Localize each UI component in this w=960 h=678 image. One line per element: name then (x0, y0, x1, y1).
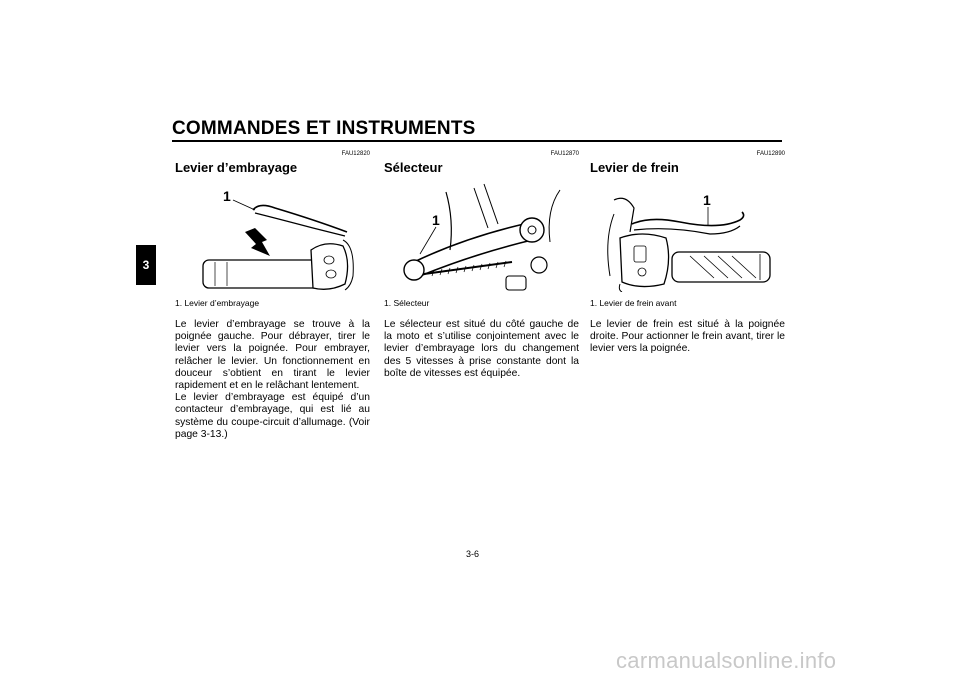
paragraph: Le levier d’embrayage se trouve à la poignée gauche. Pour débrayer, tirer le levier vers la poignée. Pour embrayer, relâcher le levier. Un fonctionnement en douceur s’obtient en tirant le levier rapidement et en le relâchant lentement. (175, 319, 370, 392)
section-title: Levier de frein (590, 160, 679, 175)
section-body (175, 319, 370, 441)
section-body (384, 319, 579, 380)
page-title: COMMANDES ET INSTRUMENTS (172, 118, 476, 139)
section-title: Sélecteur (384, 160, 443, 175)
title-rule (172, 140, 782, 142)
paragraph: Le levier de frein est situé à la poignée droite. Pour actionner le frein avant, tirer le levier vers la poignée. (590, 319, 785, 355)
section-code: FAU12870 (550, 151, 579, 157)
section-code: FAU12820 (341, 151, 370, 157)
shift-pedal-illustration (384, 180, 579, 292)
brake-lever-illustration (590, 180, 785, 292)
paragraph: Le levier d’embrayage est équipé d’un contacteur d’embrayage, qui est lié au système du coupe-circuit d’allumage. (Voir page 3-13.) (175, 392, 370, 440)
clutch-lever-illustration (175, 180, 370, 292)
figure-caption: 1. Sélecteur (384, 298, 430, 308)
section-clutch-lever (175, 150, 370, 441)
section-shift-pedal (384, 150, 579, 380)
section-body (590, 319, 785, 356)
watermark: carmanualsonline.info (616, 648, 837, 673)
page-number: 3-6 (466, 549, 480, 559)
paragraph: Le sélecteur est situé du côté gauche de la moto et s’utilise conjointement avec le levier d’embrayage lors du changement des 5 vitesses à prise constante dont la boîte de vitesses est équipée. (384, 319, 579, 379)
section-brake-lever (590, 150, 785, 356)
figure-caption: 1. Levier de frein avant (590, 298, 677, 308)
section-title: Levier d’embrayage (175, 160, 298, 175)
callout-number: 1 (223, 188, 231, 204)
callout-number: 1 (432, 212, 440, 228)
chapter-tab: 3 (136, 245, 156, 285)
figure-caption: 1. Levier d’embrayage (175, 298, 260, 308)
callout-number: 1 (703, 192, 711, 208)
section-code: FAU12890 (756, 151, 785, 157)
